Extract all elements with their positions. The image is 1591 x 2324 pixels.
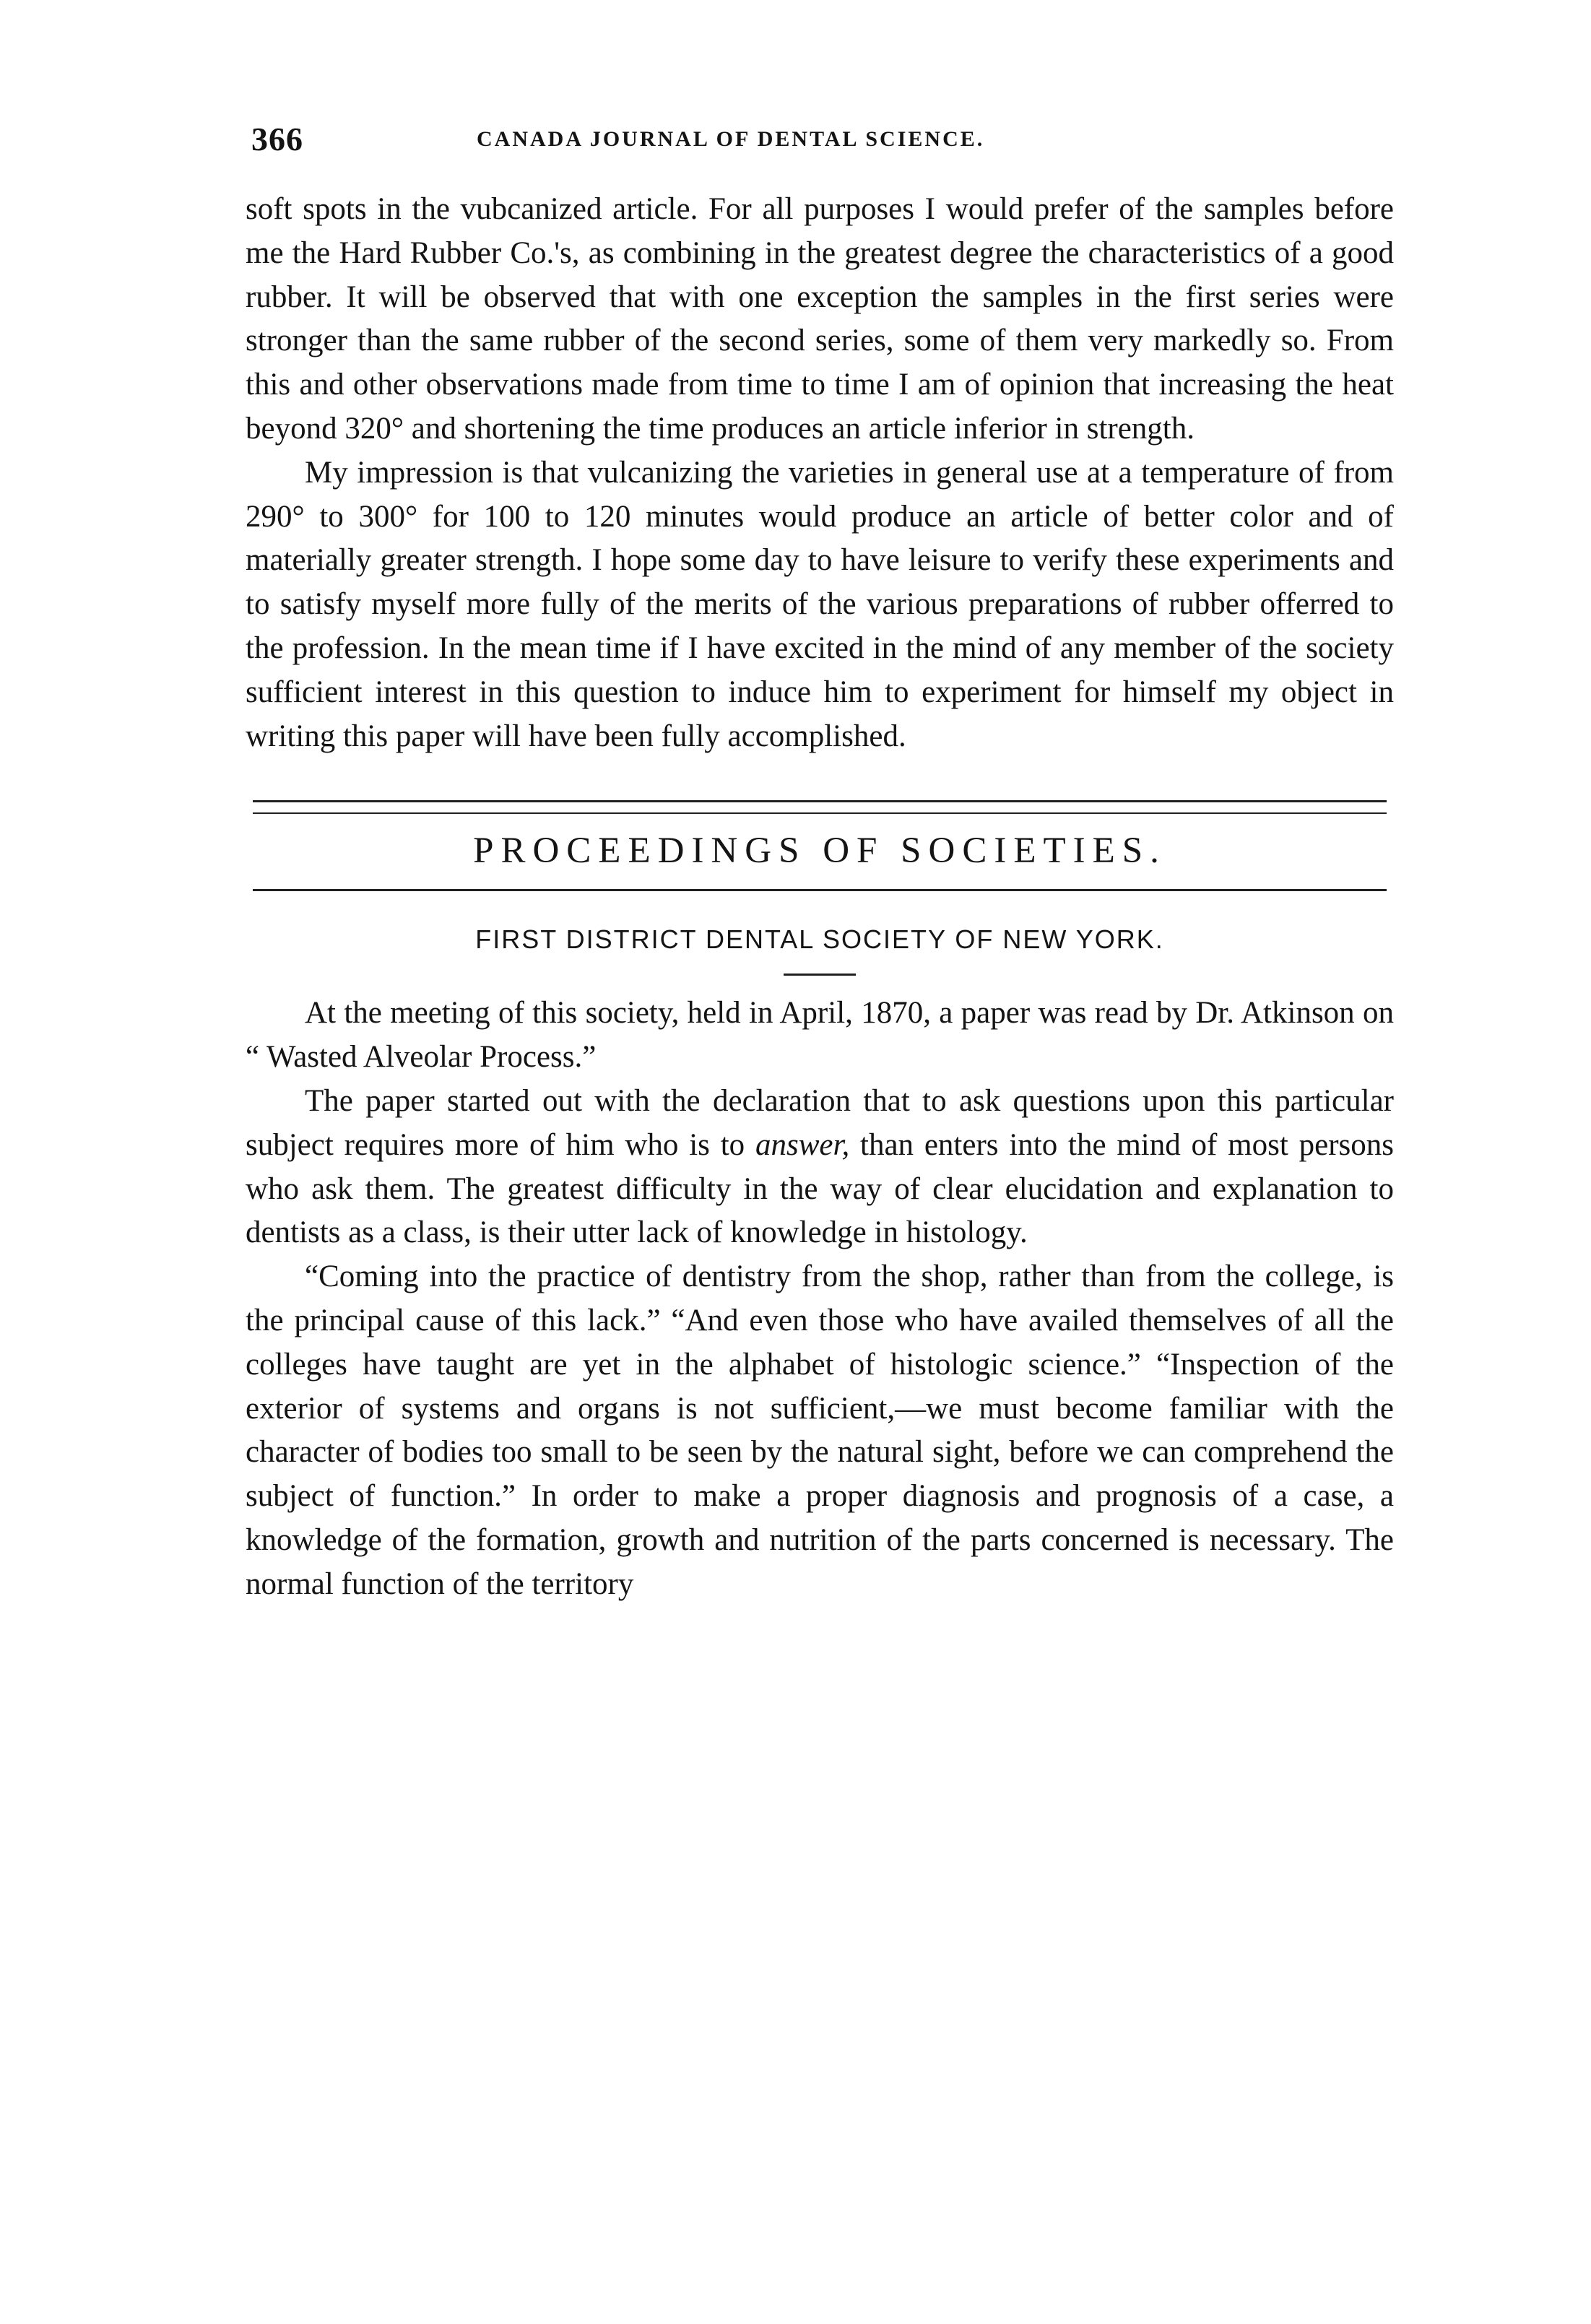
section-heading: PROCEEDINGS OF SOCIETIES. [473,831,1166,872]
page [246,116,1394,1607]
declaration-text-end: than enters into the mind of most persons who ask them. The greatest difficulty in the way of clear elucidation and explanation to dentists as a class, is their utter lack of knowledge in histology. [246,1127,1394,1250]
short-rule-divider [784,974,856,976]
page-number: 366 [251,121,303,157]
paragraph-continuation: soft spots in the vubcanized article. For all purposes I would prefer of the samples before me the Hard Rubber Co.'s, as combining in the greatest degree the characteristics of a good rubber. It will be observed that with one exception the samples in the first series were stronger than the same rubber of the second series, some of them very markedly so. From this and other observations made from time to time I am of opinion that increasing the heat beyond 320° and shortening the time produces an article inferior in strength. [246,192,1394,446]
double-rule-divider [253,800,1387,814]
rule-divider [253,889,1387,891]
paragraph-quotation: “Coming into the practice of dentistry from the shop, rather than from the college, is the principal cause of this lack.” “And even those who have availed themselves of all the colleges have taught are yet in the alphabet of histologic science.” “Inspection of the exterior of systems and organs is not sufficient,—we must become familiar with the character of bodies too small to be seen by the natural sight, before we can comprehend the subject of function.” In order to make a proper diagnosis and prognosis of a case, a knowledge of the formation, growth and nutrition of the parts concerned is necessary. The normal function of the territory [246,1259,1394,1601]
journal-title: CANADA JOURNAL OF DENTAL SCIENCE. [477,127,985,151]
paragraph-meeting: At the meeting of this society, held in April, 1870, a paper was read by Dr. Atkinson on “ Wasted Alveolar Process.” [246,996,1394,1075]
emphasis-answer: answer, [755,1127,850,1162]
paragraph-impression: My impression is that vulcanizing the varieties in general use at a temperature of from 290° to 300° for 100 to 120 minutes would produce an article of better color and of materially greater strength. I hope some day to have leisure to verify these experiments and to satisfy myself more fully of the merits of the various preparations of rubber offerred to the profession. In the mean time if I have excited in the mind of any member of the society sufficient interest in this question to induce him to experiment for himself my object in writing this paper will have been fully accomplished. [246,455,1394,753]
running-head [246,116,1394,173]
declaration-text-start: The paper started out with the declaration that to ask questions upon this particular subject requires more of him who is to [246,1083,1394,1162]
paragraph-declaration [246,1080,1394,1255]
society-subheading: FIRST DISTRICT DENTAL SOCIETY OF NEW YORK. [475,924,1164,955]
